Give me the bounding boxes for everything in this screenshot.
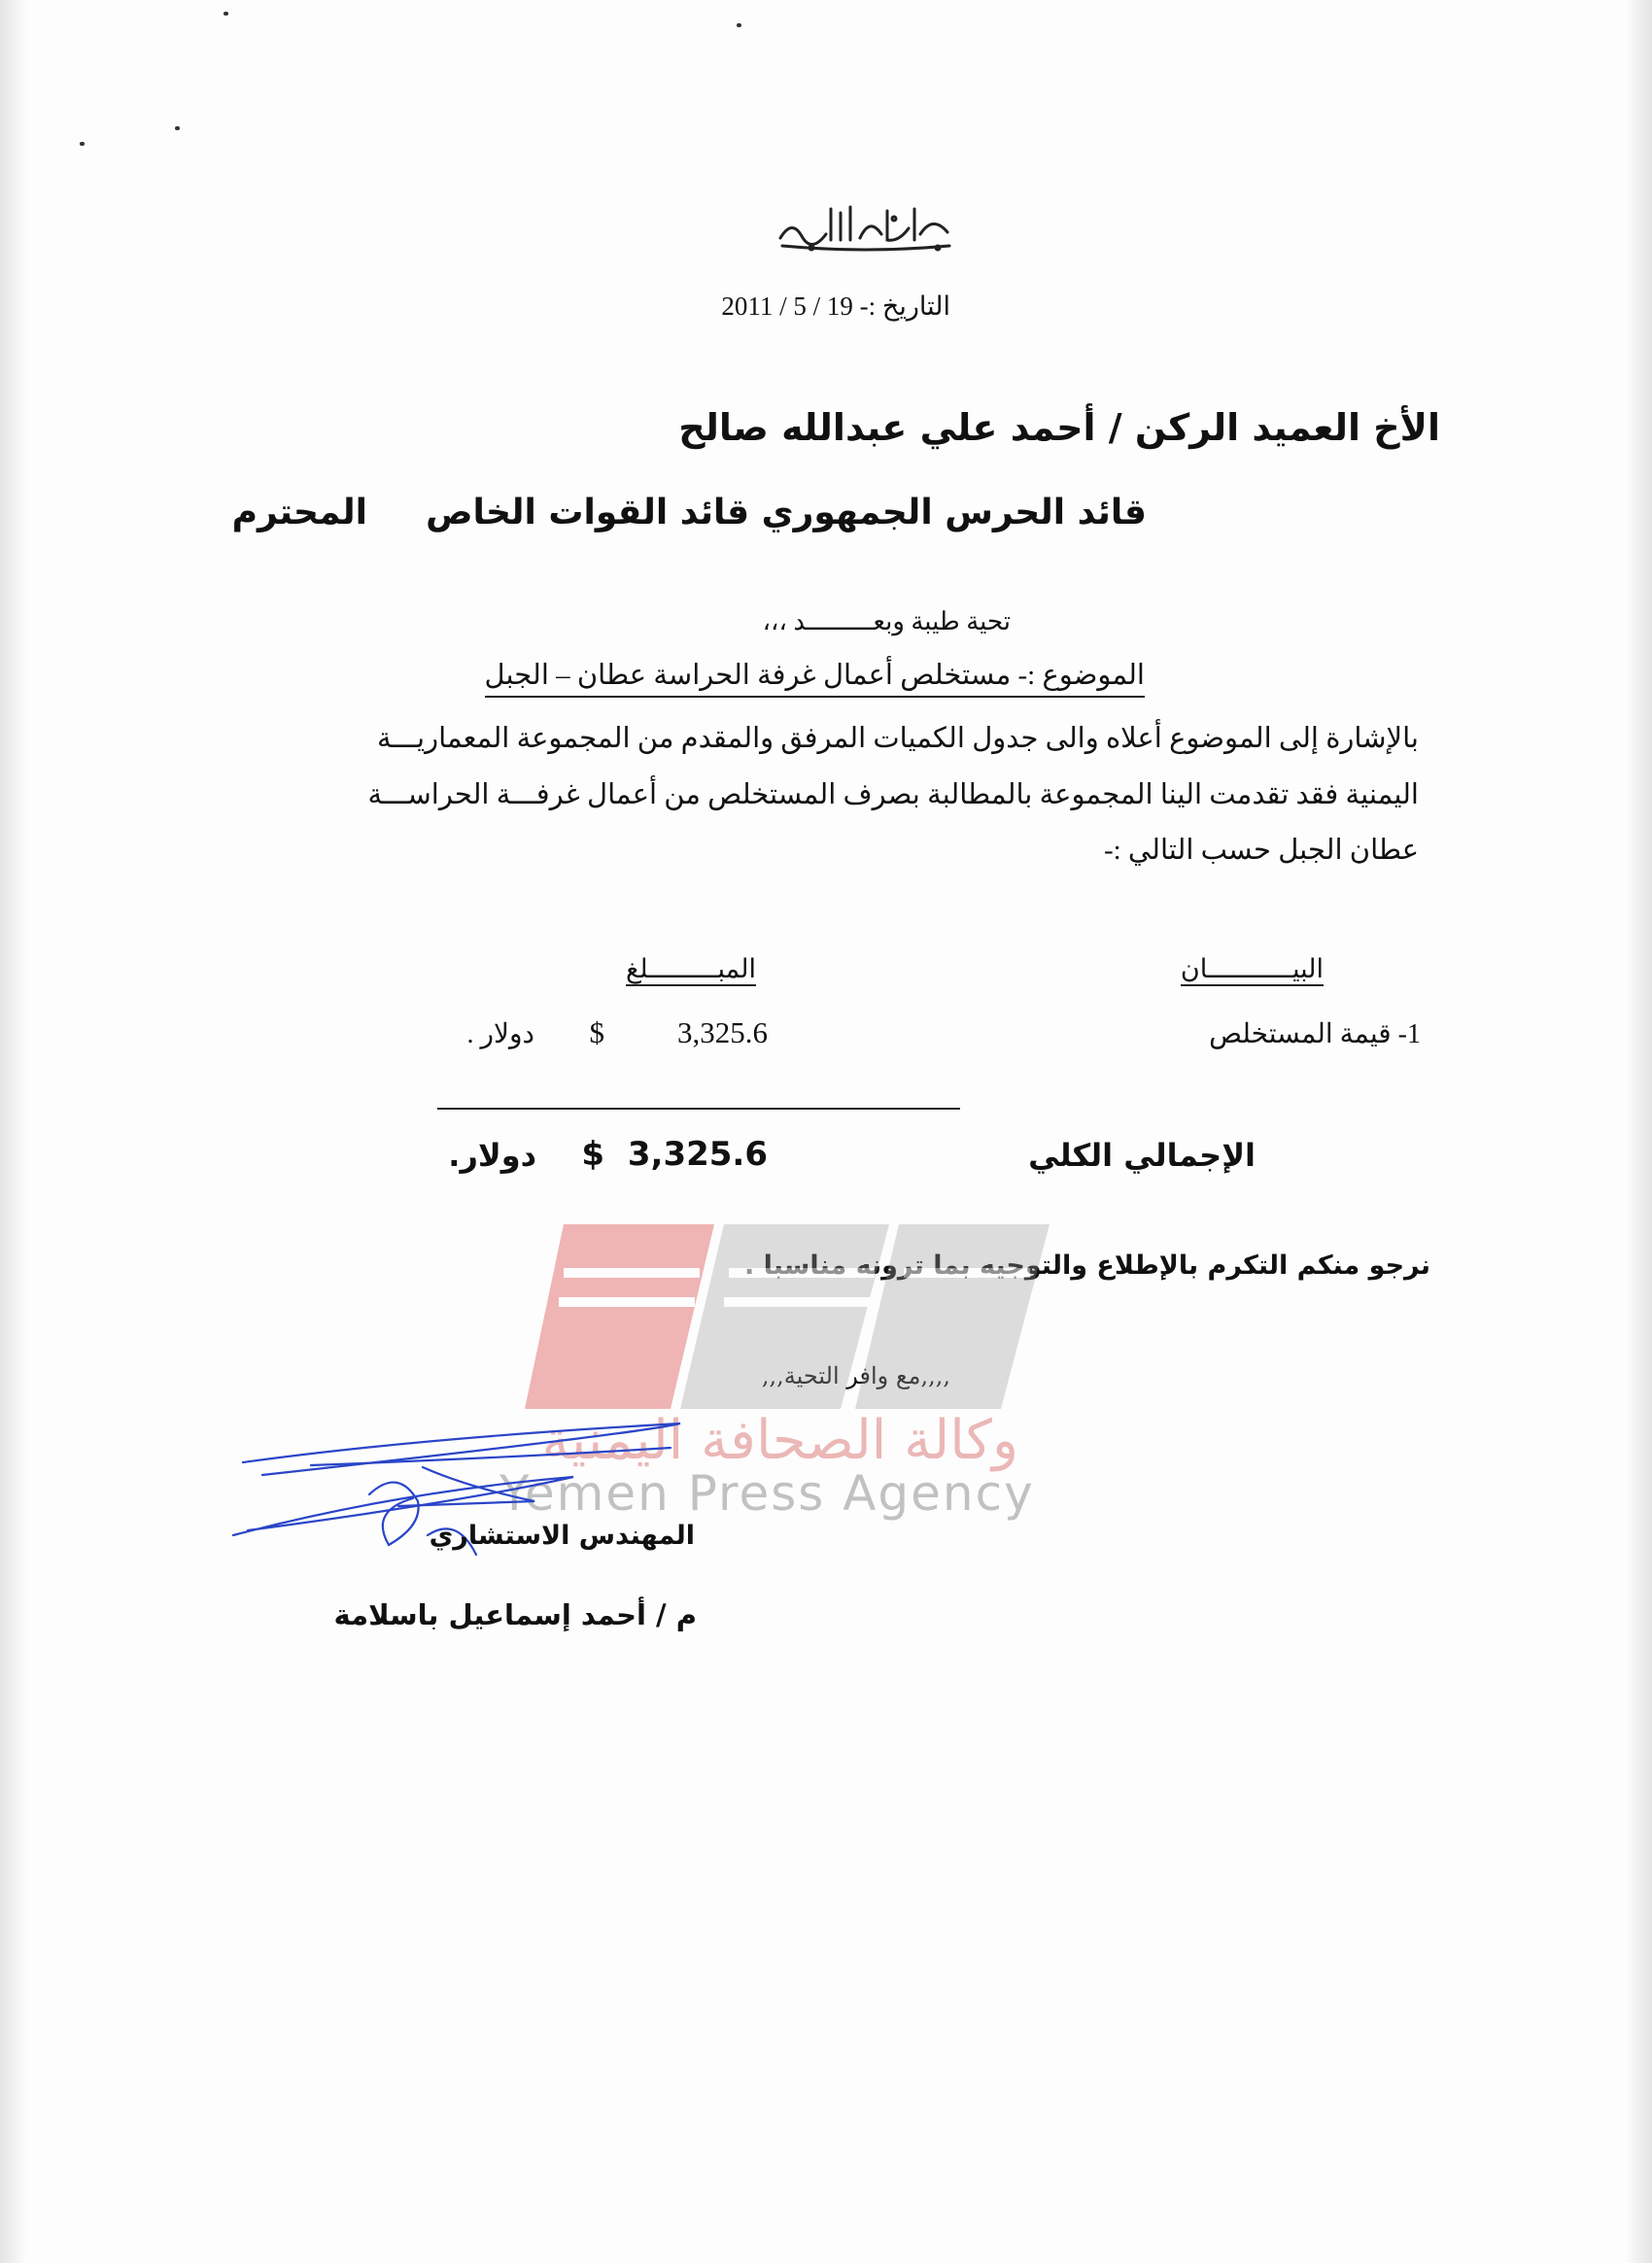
watermark-english-text: Yemen Press Agency [499,1465,1035,1522]
scan-edge-right [1625,0,1652,2263]
document-date: التاريخ :- 19 / 5 / 2011 [721,291,950,321]
scan-speck [175,126,180,130]
signatory-name: م / أحمد إسماعيل باسلامة [333,1598,697,1631]
greeting: تحية طيبة وبعـــــــــد ،،، [762,607,1011,635]
body-line: اليمنية فقد تقدمت الينا المجموعة بالمطالبة بصرف المستخلص من أعمال غرفـــة الحراســـة [367,779,1419,810]
respected-label: المحترم [231,493,367,532]
table-header-description: البيـــــــــــان [1181,954,1324,986]
signatory-title: المهندس الاستشاري [429,1521,695,1551]
table-row-unit: دولار . [466,1019,534,1049]
closing-line: ,,,,مع وافر التحية,,, [761,1362,950,1389]
table-header-amount: المبـــــــــلغ [626,954,756,986]
table-row-amount: 3,325.6 [677,1015,768,1049]
total-currency: $ [581,1135,604,1174]
sum-divider [437,1108,960,1110]
subject-line: الموضوع :- مستخلص أعمال غرفة الحراسة عطان – الجبل [485,658,1145,698]
scan-speck [737,23,741,27]
body-line: عطان الجبل حسب التالي :- [1103,835,1419,866]
scan-speck [224,12,228,16]
body-line: بالإشارة إلى الموضوع أعلاه والى جدول الكميات المرفق والمقدم من المجموعة المعماريـــة [376,723,1419,754]
total-amount: 3,325.6 [627,1135,768,1174]
scan-edge-left [0,0,27,2263]
scan-speck [80,142,85,146]
table-row-currency: $ [589,1015,604,1049]
table-row-description: 1- قيمة المستخلص [1209,1019,1421,1049]
total-label: الإجمالي الكلي [1028,1137,1256,1174]
addressee-name-line: الأخ العميد الركن / أحمد علي عبدالله صالح [678,406,1440,449]
total-unit: دولار. [448,1137,536,1174]
request-line: نرجو منكم التكرم بالإطلاع والتوجيه بما ترونه مناسبا . [743,1251,1430,1281]
watermark-arabic-text: وكالة الصحافة اليمنية [541,1409,1018,1472]
basmala-calligraphy [773,199,957,256]
addressee-title-line: قائد الحرس الجمهوري قائد القوات الخاص [426,493,1147,532]
